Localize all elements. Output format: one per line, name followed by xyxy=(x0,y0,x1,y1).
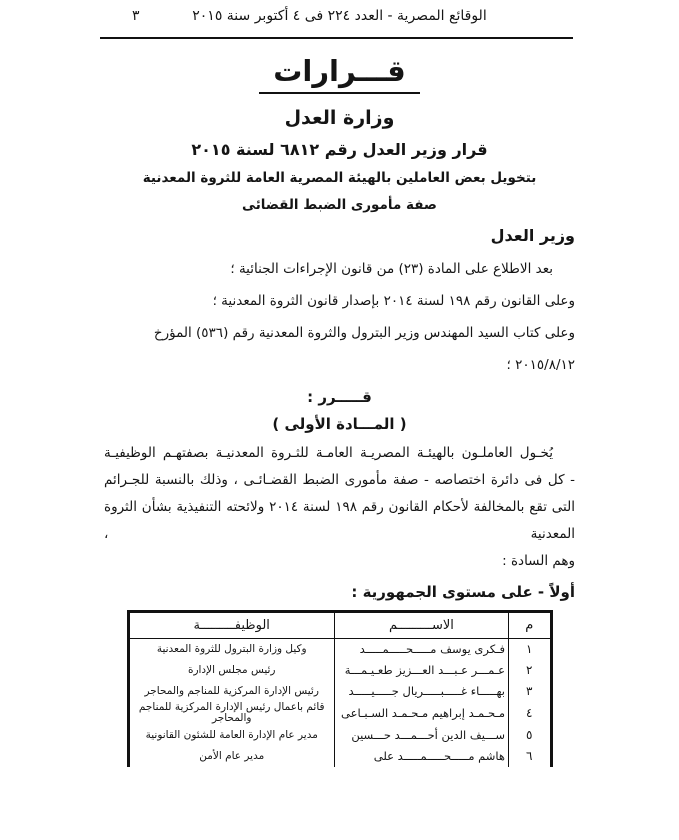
cell-job: رئيس الإدارة المركزية للمناجم والمحاجر xyxy=(128,681,334,702)
decree-subject-line1: بتخويل بعض العاملين بالهيئة المصرية العامة للثروة المعدنية xyxy=(142,169,537,186)
decrees-section-title: قـــرارات xyxy=(259,56,419,94)
article-one-heading: ( المـــادة الأولى ) xyxy=(272,414,407,433)
cell-num: ٣ xyxy=(509,681,552,702)
table-header-name: الاســـــــــم xyxy=(334,611,508,638)
level-one-heading: أولاً - على مستوى الجمهورية : xyxy=(351,582,575,601)
page-content xyxy=(104,0,575,767)
cell-num: ٥ xyxy=(509,725,552,746)
cell-name: فـكرى يوسف مـــــحـــــمـــــد xyxy=(334,638,508,660)
cell-job: مدير عام الأمن xyxy=(128,746,334,767)
table-header-job: الوظيفـــــــــة xyxy=(128,611,334,638)
table-row xyxy=(128,746,551,767)
table-row xyxy=(128,660,551,681)
preamble xyxy=(104,253,575,381)
masthead-rule xyxy=(100,37,573,39)
article-body-line: يُخـول العاملـون بالهيئـة المصريـة العامـة للثـروة المعدنيـة بصفتهـم الوظيفيـة xyxy=(104,444,553,461)
list-intro: وهم السادة : xyxy=(502,552,575,569)
table-row xyxy=(128,638,551,660)
preamble-line: بعد الاطلاع على المادة (٢٣) من قانون الإجراءات الجنائية ؛ xyxy=(230,260,553,277)
cell-num: ١ xyxy=(509,638,552,660)
cell-name: هاشم مـــــحـــــمـــــد على xyxy=(334,746,508,767)
preamble-line: وعلى كتاب السيد المهندس وزير البترول والثروة المعدنية رقم (٥٣٦) المؤرخ ٢٠١٥/٨/١٢ ؛ xyxy=(153,324,575,373)
ministry-title: وزارة العدل xyxy=(284,106,395,129)
cell-job: رئيس مجلس الإدارة xyxy=(128,660,334,681)
table-header-num: م xyxy=(509,611,552,638)
masthead-title: الوقائع المصرية - العدد ٢٢٤ فى ٤ أكتوبر سنة ٢٠١٥ xyxy=(192,8,487,24)
decree-subject-line2: صفة مأمورى الضبط القضائى xyxy=(242,196,437,213)
preamble-line: وعلى القانون رقم ١٩٨ لسنة ٢٠١٤ بإصدار قانون الثروة المعدنية ؛ xyxy=(212,292,575,309)
article-body-line: التى تقع بالمخالفة لأحكام القانون رقم ١٩٨ لسنة ٢٠١٤ ولائحته التنفيذية بشأن الثروة المعدنية ، xyxy=(104,498,575,542)
cell-name: بهـــــاء غـــــبـــــريال جـــــيـــــد xyxy=(334,681,508,702)
cell-num: ٤ xyxy=(509,702,552,725)
table-row xyxy=(128,725,551,746)
decree-number-title: قرار وزير العدل رقم ٦٨١٢ لسنة ٢٠١٥ xyxy=(191,139,488,159)
cell-job: قائم بأعمال رئيس الإدارة المركزية للمناجم والمحاجر xyxy=(128,702,334,725)
officials-table xyxy=(127,610,553,767)
cell-num: ٢ xyxy=(509,660,552,681)
page-number: ٣ xyxy=(132,8,140,24)
cell-job: مدير عام الإدارة العامة للشئون القانونية xyxy=(128,725,334,746)
cell-name: ســـيف الدين أحـــمـــد حـــسين xyxy=(334,725,508,746)
issuer-heading: وزير العدل xyxy=(490,225,575,245)
table-row xyxy=(128,702,551,725)
masthead xyxy=(104,0,575,34)
decree-verb: قـــــرر : xyxy=(307,387,372,406)
cell-job: وكيل وزارة البترول للثروة المعدنية xyxy=(128,638,334,660)
cell-name: مـحـمـد إبراهيم مـحـمـد السـبـاعى xyxy=(334,702,508,725)
cell-name: عـمـــر عـبـــد العـــزيز طعـيـمـــة xyxy=(334,660,508,681)
table-header-row xyxy=(128,611,551,638)
table-row xyxy=(128,681,551,702)
cell-num: ٦ xyxy=(509,746,552,767)
article-body-line: - كل فى دائرة اختصاصه - صفة مأمورى الضبط القضـائـى ، وذلك بالنسبة للجـرائم xyxy=(104,471,575,488)
article-body xyxy=(104,440,575,548)
decrees-title-wrap xyxy=(104,56,575,94)
